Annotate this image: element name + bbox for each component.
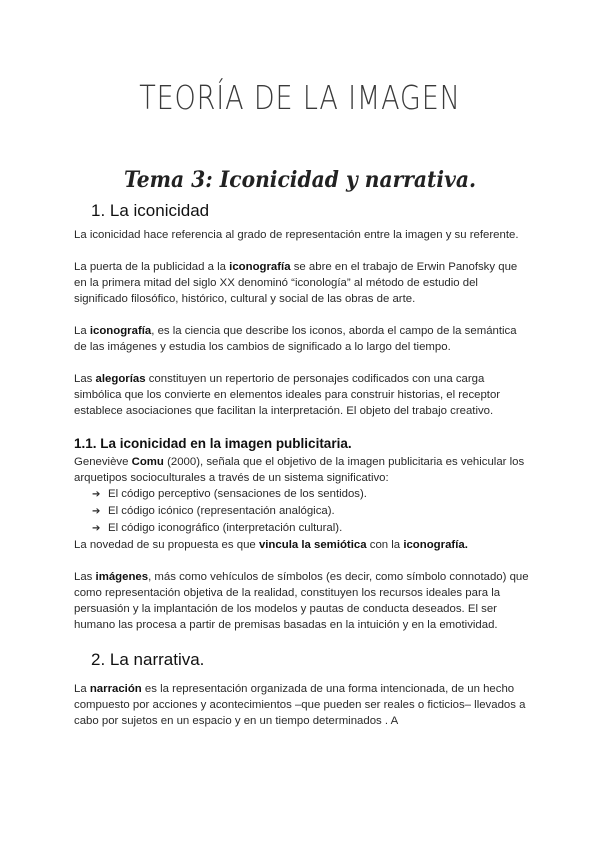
section-1-1-heading: 1.1. La iconicidad en la imagen publicitaria.: [74, 436, 352, 451]
section-1-1-paragraph-2: [74, 537, 530, 553]
section-1-1-paragraph-3: [74, 569, 530, 633]
code-list: [74, 486, 530, 537]
bold-term: imágenes: [95, 571, 149, 583]
bold-term: iconografía: [229, 261, 291, 273]
list-item-text: El código iconográfico (interpretación cultural).: [108, 522, 343, 534]
text-run: Las: [74, 571, 96, 583]
list-item: [92, 520, 530, 537]
text-run: constituyen un repertorio de personajes codificados con una carga simbólica que los convierte en elementos ideales para construir historias, el receptor establece asociaciones que facilitan la interpretación. El objeto del trabajo creativo.: [74, 373, 501, 417]
arrow-bullet-icon: ➔: [92, 506, 101, 517]
text-run: La puerta de la publicidad a la: [74, 261, 230, 273]
list-item: [92, 486, 530, 503]
section-1-heading: 1. La iconicidad: [91, 201, 210, 220]
text-run: es la representación organizada de una forma intencionada, de un hecho compuesto por acciones y acontecimientos –que pueden ser reales o ficticios– llevados a cabo por sujetos en un espacio y en un tiempo determinados . A: [74, 683, 526, 727]
bold-term: narración: [89, 683, 142, 695]
bold-term: alegorías: [95, 373, 146, 385]
text-run: Las: [74, 373, 96, 385]
bold-term: iconografía: [89, 325, 152, 337]
text-run: Geneviève: [74, 456, 132, 468]
text-run: , es la ciencia que describe los iconos, aborda el campo de la semántica de las imágenes y estudia los cambios de significado a lo largo del tiempo.: [74, 325, 517, 353]
section-1-paragraph-2: [74, 259, 530, 307]
list-item: [92, 503, 530, 520]
arrow-bullet-icon: ➔: [92, 489, 101, 500]
list-item-text: El código perceptivo (sensaciones de los sentidos).: [108, 488, 367, 500]
text-run: con la: [366, 539, 404, 551]
text-run: La novedad de su propuesta es que: [74, 539, 259, 551]
section-2-heading: 2. La narrativa.: [91, 650, 205, 669]
topic-subtitle: Tema 3: Iconicidad y narrativa.: [123, 167, 477, 193]
text-run: , más como vehículos de símbolos (es decir, como símbolo connotado) que como representación objetiva de la realidad, constituyen los recursos ideales para la persuasión y la implantación de los modelos y pautas de conducta deseados. El ser humano las procesa a partir de premisas basadas en la intuición y en la emotividad.: [74, 571, 529, 631]
section-2-paragraph-1: [74, 681, 530, 729]
document-body: [74, 200, 530, 745]
bold-term: Comu: [131, 456, 164, 468]
bold-term: vincula la semiótica: [258, 539, 367, 551]
section-1-paragraph-1: La iconicidad hace referencia al grado de representación entre la imagen y su referente.: [74, 229, 519, 241]
list-item-text: El código icónico (representación analógica).: [108, 505, 335, 517]
text-run: (2000), señala que el objetivo de la imagen publicitaria es vehicular los arquetipos socioculturales a través de un sistema significativo:: [74, 456, 525, 484]
text-run: La: [74, 683, 90, 695]
section-1-paragraph-3: [74, 323, 530, 355]
page-title: TEORÍA DE LA IMAGEN: [139, 78, 461, 117]
section-1-1-paragraph-1: [74, 454, 530, 486]
text-run: La: [74, 325, 90, 337]
arrow-bullet-icon: ➔: [92, 523, 101, 534]
bold-term: iconografía.: [403, 539, 468, 551]
section-1-paragraph-4: [74, 371, 530, 419]
text-run: se abre en el trabajo de Erwin Panofsky que en la primera mitad del siglo XX denominó “iconología” al método de estudio del significado filosófico, histórico, cultural y social de las obras de arte.: [74, 261, 518, 305]
